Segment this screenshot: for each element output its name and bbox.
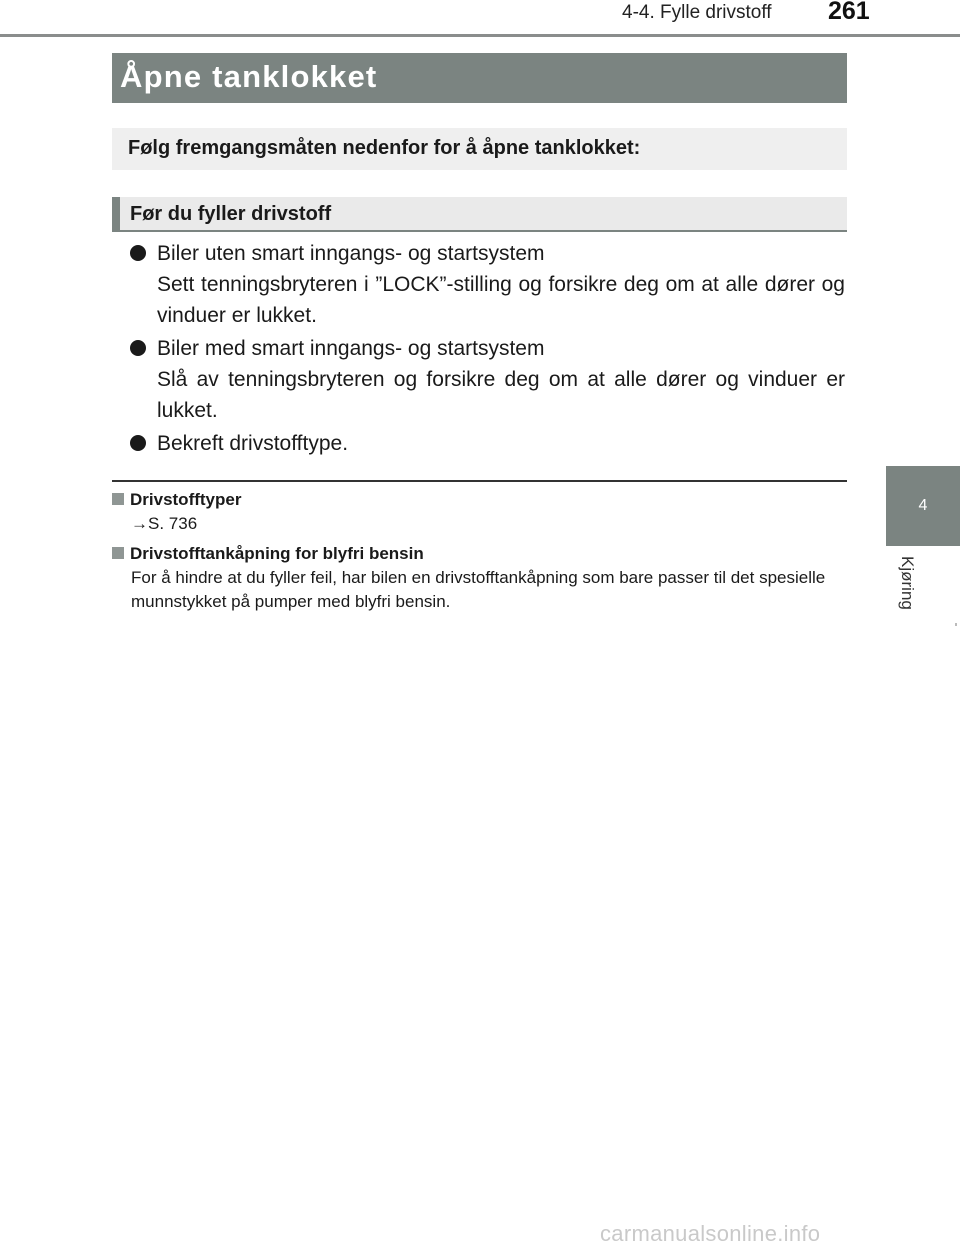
chapter-tab[interactable]: [886, 466, 960, 546]
bullet-body: Sett tenningsbryteren i ”LOCK”-stilling og forsikre deg om at alle dører og vinduer er lukket.: [157, 273, 845, 327]
note-reference-link[interactable]: →S. 736: [131, 514, 198, 533]
note-title: [112, 542, 847, 566]
subheading-accent-bar: [112, 197, 120, 230]
note-item: [112, 542, 847, 614]
watermark: carmanualsonline.info: [600, 1221, 821, 1246]
bullet-body: Slå av tenningsbryteren og forsikre deg om at alle dører og vinduer er lukket.: [157, 368, 845, 422]
bullet-heading: Bekreft drivstofftype.: [157, 432, 349, 455]
side-mark: [955, 623, 957, 626]
note-title-text: Drivstofftankåpning for blyfri bensin: [130, 544, 424, 563]
list-item: [130, 333, 845, 426]
header-rule: [0, 34, 960, 37]
intro-box: Følg fremgangsmåten nedenfor for å åpne tanklokket:: [112, 128, 847, 170]
bullet-heading: Biler uten smart inngangs- og startsystem: [157, 242, 545, 265]
chapter-tab-number: 4: [918, 497, 928, 514]
list-item: [130, 428, 845, 459]
square-bullet-icon: [112, 493, 124, 505]
chapter-tab-label: Kjøring: [898, 556, 917, 610]
note-title: [112, 488, 847, 512]
notes-section: [112, 488, 847, 620]
page-number: 261: [828, 0, 870, 25]
note-body: For å hindre at du fyller feil, har bilen en drivstofftankåpning som bare passer til det spesielle munnstykket på pumper med blyfri bensin.: [131, 568, 826, 611]
square-bullet-icon: [112, 547, 124, 559]
subheading-text: Før du fyller drivstoff: [130, 203, 332, 225]
page-title: Åpne tanklokket: [112, 53, 847, 103]
bullet-dot-icon: [130, 435, 146, 451]
bullet-list: [130, 238, 845, 461]
note-item: [112, 488, 847, 536]
list-item: [130, 238, 845, 331]
bullet-heading: Biler med smart inngangs- og startsystem: [157, 337, 545, 360]
header-section-title: 4-4. Fylle drivstoff: [622, 2, 772, 23]
bullet-dot-icon: [130, 340, 146, 356]
subheading: [112, 197, 847, 232]
bullet-dot-icon: [130, 245, 146, 261]
section-divider: [112, 480, 847, 482]
note-title-text: Drivstofftyper: [130, 490, 242, 509]
